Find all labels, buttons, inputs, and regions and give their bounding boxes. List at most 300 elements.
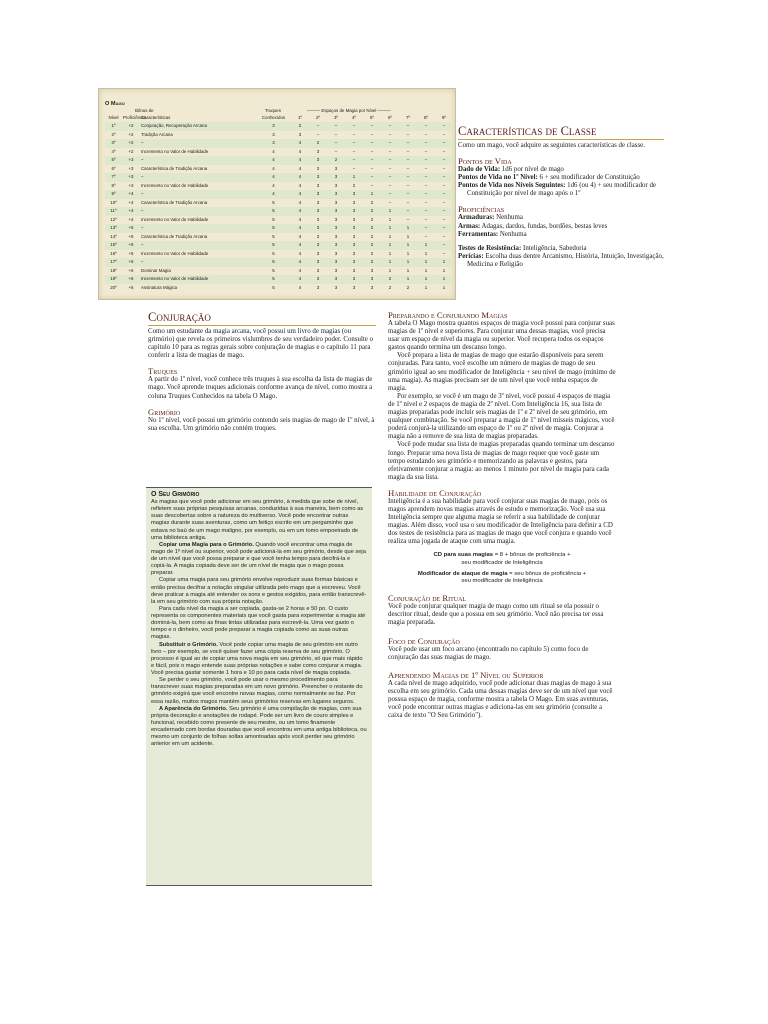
table-cell: 3: [309, 190, 327, 199]
table-cell: –: [381, 139, 399, 148]
table-cell: –: [140, 190, 256, 199]
table-cell: 3: [298, 131, 302, 137]
table-cell: 11º: [105, 207, 122, 216]
table-cell: –: [399, 173, 417, 182]
cantrips-header-top: Truques: [265, 108, 281, 113]
table-cell: Característica de Tradição Arcana: [141, 165, 208, 171]
table-cell: 1: [424, 267, 428, 273]
save-dc-formula: CD para suas magias = 8 + bônus de proficiência + seu modificador de Inteligência: [433, 552, 571, 566]
saves-line: Testes de Resistência: Inteligência, Sabedoria: [458, 244, 587, 252]
table-row: [105, 199, 453, 208]
table-cell: –: [140, 207, 256, 216]
table-cell: +2: [128, 131, 134, 137]
table-cell: +6: [122, 258, 140, 267]
table-cell: Tradição Arcana: [141, 131, 173, 137]
proficiencies-title: Proficiências: [458, 204, 505, 215]
table-cell: 3: [352, 216, 356, 222]
table-cell: 4: [291, 207, 309, 216]
table-row: [105, 148, 453, 157]
table-cell: 1: [417, 258, 435, 267]
table-cell: +2: [122, 139, 140, 148]
table-cell: 3: [272, 131, 275, 137]
table-cell: –: [140, 258, 256, 267]
table-cell: 3: [309, 224, 327, 233]
table-row: [105, 241, 453, 250]
table-cell: –: [388, 131, 392, 137]
table-cell: –: [424, 216, 428, 222]
table-cell: 2: [363, 224, 381, 233]
table-cell: +4: [122, 207, 140, 216]
sidebar-paragraph: Substituir o Grimório. Você pode copiar uma magia de seu grimório em outro livro – por exemplo, se você quiser fazer uma cópia reserva de seu grimório. O processo é igual ao de copiar uma nova magia em seu grimório, só que mais rápido e fácil, pois o mago entende suas próprias notações e sabe como conjurar a magia. Você precisa gastar somente 1 hora e 10 po para cada nível de magia copiada.: [151, 641, 363, 676]
sidebar-paragraph: Copiar uma magia para seu grimório envolve reproduzir suas formas básicas e então precisa decifrar a notação singular utilizada pelo mago que a escreveu. Você deve praticar a magia até entender os sons e gestos exigidos, para então transcrevê-la em seu grimório com sua própria notação.: [151, 577, 367, 605]
table-cell: 9º: [105, 190, 122, 199]
table-cell: 5: [256, 275, 291, 284]
table-cell: –: [370, 131, 374, 137]
table-cell: –: [406, 216, 410, 222]
table-cell: 3: [370, 284, 374, 290]
table-cell: 1º: [105, 122, 122, 131]
table-cell: +2: [122, 122, 140, 131]
attack-modifier-formula: Modificador de ataque de magia = seu bônus de proficiência + seu modificador de Inteligência: [417, 570, 587, 585]
table-cell: 16º: [110, 250, 117, 256]
skills-line: Perícias: Escolha duas dentre Arcanismo, História, Intuição, Investigação, Medicina e Religião: [458, 252, 664, 268]
table-cell: +3: [128, 182, 134, 188]
table-cell: –: [345, 139, 363, 148]
table-cell: Assinatura Mágica: [141, 284, 178, 290]
table-cell: Dominar Magia: [141, 267, 171, 273]
ability-text: Inteligência é a sua habilidade para você conjurar suas magias de mago, pois os magos aprendem novas magias através de estudo e memorização. Você usa sua Inteligência sempre que alguma magia se referir a sua habilidade de conjurar magias. Além disso, você usa o seu modificador de Inteligência para definir a CD dos testes de resistência para as magias de mago que você conjura e quando você realiza uma jogada de ataque com uma magia.: [388, 497, 613, 546]
table-cell: –: [388, 182, 392, 188]
table-cell: 3º: [105, 139, 122, 148]
table-cell: 4: [291, 241, 309, 250]
table-cell: Incremento no Valor de Habilidade: [141, 250, 209, 256]
table-row: [105, 182, 453, 191]
table-cell: 1: [442, 267, 446, 273]
table-row: [105, 122, 453, 131]
table-cell: 12º: [110, 216, 117, 222]
table-row: [105, 258, 453, 267]
table-cell: –: [406, 131, 410, 137]
table-cell: +3: [128, 165, 134, 171]
column-header: 1º: [297, 115, 303, 120]
table-cell: 4: [298, 284, 302, 290]
table-cell: 1: [363, 190, 381, 199]
preparing-paragraph: Por exemplo, se você é um mago de 3º nível, você possui 4 espaços de magia de 1º nível e 2 espaços de magia de 2º nível. Com Inteligência 16, sua lista de magias preparadas pode incluir seis magias de 1º e 2º nível de seu grimório, em qualquer combinação. Se você preparar a magia de 1º nível mísseis mágicos, você poderá conjurá-la utilizando um espaço de 1º ou 2º nível de magia. Conjurar a magia não a remove de sua lista de magias preparadas.: [388, 392, 615, 441]
class-features-intro: Como um mago, você adquire as seguintes características de classe.: [458, 142, 645, 149]
table-title: O Mago: [105, 101, 125, 107]
table-cell: –: [370, 165, 374, 171]
table-cell: 1: [399, 241, 417, 250]
learning-title: Aprendendo Magias de 1º Nível ou Superior: [388, 669, 544, 680]
table-cell: 4: [298, 199, 302, 205]
table-cell: +4: [128, 216, 134, 222]
proficiency-header-top: Bônus de: [135, 108, 154, 113]
table-row: [105, 233, 453, 242]
table-cell: –: [370, 182, 374, 188]
table-cell: 3: [316, 165, 320, 171]
table-cell: 3: [327, 258, 345, 267]
table-cell: 1: [399, 258, 417, 267]
table-cell: 3: [327, 224, 345, 233]
table-cell: –: [435, 173, 453, 182]
cantrips-text: A partir do 1º nível, você conhece três truques à sua escolha da lista de magias de mago. Você aprende truques adicionais conforme avança de nível, como mostra a coluna Truques Conhecidos na tabela O Mago.: [148, 376, 373, 400]
table-cell: 3: [316, 148, 320, 154]
table-cell: –: [442, 182, 446, 188]
table-cell: –: [399, 190, 417, 199]
column-header: 6º: [387, 115, 393, 120]
table-cell: –: [363, 156, 381, 165]
table-cell: 1: [381, 241, 399, 250]
sidebar-paragraph: As magias que você pode adicionar em seu grimório, à medida que sobe de nível, refletem suas próprias pesquisas arcanas, conduzidas à sua maneira, bem como as suas descobertas sobre a natureza do multiverso. Você pode encontrar outras magias durante suas aventuras, como um feitiço escrito em um pergaminho que estava no baú de um mago maligno, por exemplo, ou em um tomo empoeirado de uma biblioteca antiga.: [151, 499, 364, 541]
table-row: [105, 190, 453, 199]
table-cell: 4: [298, 148, 302, 154]
table-cell: 4: [298, 182, 302, 188]
table-cell: +3: [122, 156, 140, 165]
table-cell: 4: [298, 165, 302, 171]
table-cell: –: [424, 199, 428, 205]
table-cell: 2: [309, 139, 327, 148]
column-header: 7º: [405, 115, 411, 120]
learning-text: A cada nível de mago adquirido, você pode adicionar duas magias de mago à sua escolha em seu grimório. Cada uma dessas magias deve ser de um nível que você possua espaço de magia, conforme mostra a tabela O Mago. Em suas aventuras, você pode encontrar outras magias e adiciona-las em seu grimório (consulte a caixa de texto "O Seu Grimório").: [388, 679, 613, 720]
table-cell: 7º: [105, 173, 122, 182]
table-cell: 5: [256, 224, 291, 233]
table-cell: 1: [399, 275, 417, 284]
table-cell: 4: [256, 156, 291, 165]
table-cell: 17º: [105, 258, 122, 267]
higher-level-hp-line: Pontos de Vida nos Níveis Seguintes: 1d6 (ou 4) + seu modificador de Constituição por nível de mago após o 1º: [458, 182, 656, 198]
table-row: [105, 284, 453, 293]
table-cell: –: [327, 139, 345, 148]
table-cell: 3: [345, 258, 363, 267]
table-cell: Incremento no Valor de Habilidade: [141, 182, 209, 188]
table-row: [105, 267, 453, 276]
sidebar-paragraph: Para cada nível da magia a ser copiada, gasta-se 2 horas e 50 po. O custo representa os componentes materiais que você gasta para experimentar a magia até dominá-la, bem como as finas tintas utilizadas para escrevê-la. Uma vez gasto o tempo e o dinheiro, você pode preparar a magia copiada como as suas outras magias.: [151, 605, 366, 641]
table-cell: 4: [272, 148, 275, 154]
table-header-row: [105, 114, 453, 122]
table-cell: 10º: [110, 199, 117, 205]
table-cell: –: [309, 122, 327, 131]
ability-title: Habilidade de Conjuração: [388, 487, 482, 498]
table-cell: 3: [334, 182, 338, 188]
table-cell: 5º: [105, 156, 122, 165]
table-cell: –: [345, 122, 363, 131]
table-cell: 1: [417, 275, 435, 284]
table-cell: 3: [334, 233, 338, 239]
table-cell: 3: [334, 284, 338, 290]
table-cell: –: [442, 131, 446, 137]
table-cell: –: [352, 165, 356, 171]
table-cell: 2: [388, 284, 392, 290]
first-level-hp-line: Pontos de Vida no 1º Nível: 6 + seu modificador de Constituição: [458, 174, 640, 182]
table-cell: –: [424, 233, 428, 239]
preparing-paragraph: A tabela O Mago mostra quantos espaços de magia você possui para conjurar suas magias de 1º nível e superiores. Para conjurar uma dessas magias, você precisa usar um espaço de nível da magia ou superior. Você recupera todos os espaços gastos quando termina um descanso longo.: [388, 320, 615, 352]
sidebar-paragraph: A Aparência do Grimório. Seu grimório é uma compilação de magias, com sua própria decoração e anotações de rodapé. Pode ser um livro de couro simples e funcional, recebido como presente de seu mestre, ou um tomo finamente encadernado com bordas douradas que você encontrou em uma antiga biblioteca, ou mesmo um conjunto de folhas soltas amontoadas após você perder seu grimório anterior em um acidente.: [151, 705, 367, 748]
column-header: 4º: [351, 115, 357, 120]
spell-slots-header-label: Espaços de Magia por Nível: [321, 108, 377, 113]
table-cell: 4: [256, 173, 291, 182]
table-row: [105, 156, 453, 165]
table-cell: 2: [370, 250, 374, 256]
table-cell: –: [327, 122, 345, 131]
table-cell: –: [435, 241, 453, 250]
armor-line: Armaduras: Nenhuma: [458, 214, 523, 222]
table-cell: –: [417, 156, 435, 165]
table-cell: 4: [272, 182, 275, 188]
table-cell: 20º: [110, 284, 117, 290]
table-cell: 4: [298, 216, 302, 222]
table-cell: –: [381, 156, 399, 165]
table-cell: 2: [406, 284, 410, 290]
table-cell: –: [417, 173, 435, 182]
table-cell: 1: [388, 250, 392, 256]
class-features-title: Características de Classe: [458, 124, 664, 140]
table-cell: –: [381, 173, 399, 182]
table-cell: +2: [128, 148, 134, 154]
left-column: [148, 310, 376, 433]
table-cell: –: [363, 122, 381, 131]
sidebar-paragraph: Copiar uma Magia para o Grimório. Quando você encontrar uma magia de mago de 1º nível ou superior, você pode adicioná-la em seu grimório, desde que seja de um nível que você possa preparar e que você tenha tempo para decifrá-la e copiá-la. A magia copiada deve ser de um nível de magia que o mago possa preparar.: [151, 541, 366, 577]
table-cell: –: [417, 139, 435, 148]
table-cell: 4: [298, 250, 302, 256]
table-cell: 1: [435, 275, 453, 284]
table-cell: –: [435, 190, 453, 199]
table-cell: 2: [291, 122, 309, 131]
sidebar-title: O Seu Grimório: [151, 491, 200, 498]
cantrips-title: Truques: [148, 366, 178, 377]
table-cell: –: [435, 122, 453, 131]
column-header: 5º: [369, 115, 375, 120]
table-cell: Característica de Tradição Arcana: [141, 199, 208, 205]
spellbook-sidebar: [146, 487, 372, 886]
table-cell: 2º: [111, 131, 116, 137]
table-cell: 3: [352, 233, 356, 239]
preparing-paragraph: Você pode mudar sua lista de magias preparadas quando terminar um descanso longo. Preparar uma nova lista de magias de mago requer que você gaste um tempo estudando seu grimório e memorizando as palavras e gestos, para efetivamente conjurar a magia: ao menos 1 minuto por nível de magia para cada magia da sua lista.: [388, 441, 615, 481]
table-cell: +5: [122, 241, 140, 250]
ritual-title: Conjuração de Ritual: [388, 593, 467, 604]
table-cell: 3: [309, 156, 327, 165]
table-cell: 3: [309, 241, 327, 250]
table-cell: 5: [256, 207, 291, 216]
spellcasting-title: Conjuração: [148, 310, 376, 326]
table-cell: 3: [309, 275, 327, 284]
table-cell: 5: [272, 233, 275, 239]
table-cell: 5: [256, 241, 291, 250]
table-cell: Conjuração, Recuperação Arcana: [140, 122, 256, 131]
table-cell: 2: [370, 233, 374, 239]
table-cell: –: [381, 122, 399, 131]
table-cell: –: [381, 190, 399, 199]
table-cell: 3: [363, 275, 381, 284]
column-header: 9º: [441, 115, 447, 120]
table-cell: 3: [316, 216, 320, 222]
table-cell: 2: [381, 275, 399, 284]
table-cell: 2: [352, 182, 356, 188]
table-cell: 5: [256, 258, 291, 267]
table-cell: 3: [345, 241, 363, 250]
table-cell: 5: [272, 250, 275, 256]
column-header: 8º: [423, 115, 429, 120]
table-cell: 3: [334, 199, 338, 205]
table-cell: 1: [388, 216, 392, 222]
table-cell: 1: [424, 284, 428, 290]
table-cell: +5: [122, 224, 140, 233]
table-cell: 3: [327, 275, 345, 284]
table-row: [105, 131, 453, 140]
table-cell: 3: [352, 284, 356, 290]
hit-points-title: Pontos de Vida: [458, 156, 512, 167]
right-column: [388, 310, 616, 720]
table-cell: +6: [128, 267, 134, 273]
table-cell: 3: [345, 275, 363, 284]
table-cell: –: [424, 165, 428, 171]
table-cell: Incremento no Valor de Habilidade: [140, 275, 256, 284]
table-cell: –: [424, 131, 428, 137]
table-cell: 3: [352, 250, 356, 256]
table-cell: 3: [256, 122, 291, 131]
table-cell: –: [442, 233, 446, 239]
table-cell: 1: [435, 258, 453, 267]
sidebar-paragraph: Se perder o seu grimório, você pode usar o mesmo procedimento para transcrever suas magias preparadas em um novo grimório. Preencher o restante do grimório exigirá que você encontre novas magias, como normalmente se faz. Por essa razão, muitos magos mantém seus grimórios reservas em lugares seguros.: [151, 677, 363, 705]
column-header: 2º: [315, 115, 321, 120]
table-cell: 15º: [105, 241, 122, 250]
table-cell: 1: [381, 224, 399, 233]
table-row: [105, 275, 453, 284]
table-cell: +5: [128, 233, 134, 239]
table-cell: 2: [370, 216, 374, 222]
table-cell: –: [424, 148, 428, 154]
column-header: 3º: [333, 115, 339, 120]
table-cell: 3: [352, 267, 356, 273]
table-cell: +4: [122, 190, 140, 199]
focus-text: Você pode usar um foco arcano (encontrado no capítulo 5) como foco de conjuração das suas magias de mago.: [388, 645, 589, 661]
table-cell: –: [140, 156, 256, 165]
table-cell: 1: [345, 173, 363, 182]
table-cell: –: [435, 156, 453, 165]
table-cell: 3: [345, 224, 363, 233]
table-cell: 5: [272, 216, 275, 222]
table-cell: 3: [316, 199, 320, 205]
table-cell: 3: [370, 267, 374, 273]
table-row: [105, 224, 453, 233]
table-cell: –: [388, 148, 392, 154]
table-cell: –: [140, 139, 256, 148]
table-cell: –: [442, 216, 446, 222]
table-cell: 3: [327, 207, 345, 216]
table-cell: –: [417, 224, 435, 233]
table-cell: 4º: [111, 148, 116, 154]
table-cell: 3: [316, 250, 320, 256]
table-cell: 1: [381, 207, 399, 216]
column-header: Proficiência: [123, 115, 146, 120]
table-cell: 4: [291, 190, 309, 199]
table-row: [105, 165, 453, 174]
table-cell: 4: [291, 258, 309, 267]
table-cell: –: [435, 224, 453, 233]
column-header: Conhecidos: [261, 115, 286, 120]
table-cell: –: [399, 139, 417, 148]
table-cell: 3: [316, 267, 320, 273]
table-cell: –: [140, 241, 256, 250]
table-cell: 3: [256, 139, 291, 148]
table-cell: 3: [309, 173, 327, 182]
table-cell: 3: [327, 190, 345, 199]
table-cell: 2: [370, 199, 374, 205]
table-cell: 1: [424, 250, 428, 256]
table-cell: 3: [316, 182, 320, 188]
table-cell: 1: [388, 267, 392, 273]
table-cell: –: [406, 165, 410, 171]
table-cell: +6: [122, 275, 140, 284]
table-cell: –: [399, 122, 417, 131]
table-cell: 5: [272, 199, 275, 205]
mage-table: [105, 114, 453, 292]
table-cell: 1: [388, 233, 392, 239]
table-cell: –: [140, 224, 256, 233]
table-cell: –: [406, 182, 410, 188]
table-cell: –: [334, 148, 338, 154]
table-cell: 4: [272, 165, 275, 171]
table-cell: 3: [327, 241, 345, 250]
table-cell: –: [388, 165, 392, 171]
table-row: [105, 207, 453, 216]
table-cell: 6º: [111, 165, 116, 171]
table-cell: –: [345, 156, 363, 165]
table-cell: 3: [327, 173, 345, 182]
table-cell: 4: [298, 267, 302, 273]
table-cell: 4: [256, 190, 291, 199]
table-cell: –: [442, 250, 446, 256]
table-cell: 3: [309, 207, 327, 216]
table-cell: 5: [272, 267, 275, 273]
table-cell: 3: [352, 199, 356, 205]
table-cell: 3: [334, 165, 338, 171]
column-header: Nível: [108, 115, 119, 120]
table-cell: +3: [122, 173, 140, 182]
table-cell: Característica de Tradição Arcana: [141, 233, 208, 239]
table-cell: 5: [272, 284, 275, 290]
table-cell: –: [399, 207, 417, 216]
table-cell: –: [406, 148, 410, 154]
spell-slots-header: ——— Espaços de Magia por Nível ———: [307, 108, 391, 113]
table-cell: –: [334, 131, 338, 137]
table-cell: –: [442, 148, 446, 154]
table-cell: Incremento no Valor de Habilidade: [141, 148, 209, 154]
table-cell: –: [363, 173, 381, 182]
table-cell: 1: [381, 258, 399, 267]
table-cell: 14º: [110, 233, 117, 239]
table-cell: –: [388, 199, 392, 205]
table-cell: +4: [128, 199, 134, 205]
table-cell: 2: [363, 258, 381, 267]
table-cell: 2: [363, 207, 381, 216]
table-cell: 2: [327, 156, 345, 165]
table-cell: 19º: [105, 275, 122, 284]
spellbook-title: Grimório: [148, 406, 181, 417]
table-cell: 3: [345, 190, 363, 199]
table-cell: 3: [316, 233, 320, 239]
table-cell: 1: [406, 250, 410, 256]
table-cell: +5: [128, 250, 134, 256]
table-cell: 3: [334, 250, 338, 256]
table-cell: 4: [291, 139, 309, 148]
table-cell: –: [442, 199, 446, 205]
table-cell: 3: [316, 284, 320, 290]
table-cell: –: [417, 207, 435, 216]
table-cell: –: [417, 190, 435, 199]
table-cell: 1: [406, 267, 410, 273]
ritual-text: Você pode conjurar qualquer magia de mago como um ritual se ela possuir o descritor ritual, desde que a possua em seu grimório. Você não precisa ter essa magia preparada.: [388, 603, 604, 627]
column-header: Características: [141, 115, 171, 120]
